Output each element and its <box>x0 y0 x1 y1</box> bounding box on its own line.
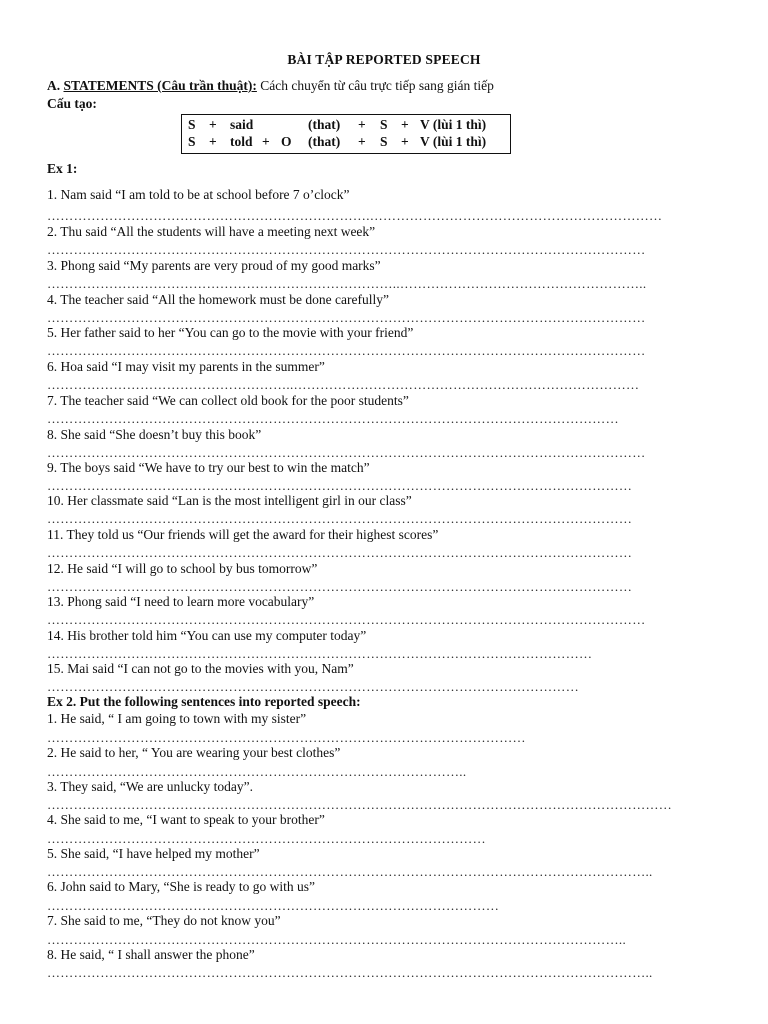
formula-token: (that) <box>308 134 341 149</box>
answer-line[interactable]: ……………………………………………………………………………………………………………………… <box>47 447 646 459</box>
formula-token: V (lùi 1 thì) <box>420 134 487 149</box>
answer-line[interactable]: ……………………………………………………………………………………………… <box>47 732 526 744</box>
answer-line[interactable]: ………………………………………………………………………………………… <box>47 900 500 912</box>
formula-token: + <box>401 117 409 132</box>
exercise-2-item: 8. He said, “ I shall answer the phone” <box>47 947 255 962</box>
answer-line[interactable]: ……………………………………………………………………………………………………………………… <box>47 312 646 324</box>
structure-label: Cấu tạo: <box>47 96 97 111</box>
formula-token: + <box>401 134 409 149</box>
exercise-1-item: 2. Thu said “All the students will have a meeting next week” <box>47 224 376 239</box>
answer-line[interactable]: ……………………………………………………………………………………………………………………….. <box>47 967 653 979</box>
answer-line[interactable]: ……………………………………………………………………………………………………………………… <box>47 345 646 357</box>
formula-token: + <box>358 117 366 132</box>
exercise-1-item: 15. Mai said “I can not go to the movies with you, Nam” <box>47 661 354 676</box>
answer-line[interactable]: ……………………………………………………………………………………… <box>47 833 486 845</box>
exercise-1-item: 10. Her classmate said “Lan is the most intelligent girl in our class” <box>47 493 412 508</box>
exercise-1-item: 1. Nam said “I am told to be at school before 7 o’clock” <box>47 187 350 202</box>
formula-token: told <box>230 134 253 149</box>
answer-line[interactable]: ……………………………………………………………………………………………………………………….. <box>47 866 653 878</box>
answer-line[interactable]: …………………………………………………………………………………………………………………… <box>47 513 633 525</box>
answer-line[interactable]: …………………………………………………………………………………………………………………… <box>47 480 633 492</box>
exercise-1-item: 4. The teacher said “All the homework must be done carefully” <box>47 292 390 307</box>
formula-token: + <box>209 117 217 132</box>
answer-line[interactable]: …………………………………………………………………………………………………………………………… <box>47 799 673 811</box>
exercise-2-heading: Ex 2. Put the following sentences into reported speech: <box>47 694 361 709</box>
formula-token: + <box>209 134 217 149</box>
exercise-1-item: 14. His brother told him “You can use my computer today” <box>47 628 367 643</box>
formula-box <box>181 114 511 154</box>
exercise-2-item: 3. They said, “We are unlucky today”. <box>47 779 253 794</box>
formula-token: S <box>188 117 196 132</box>
formula-token: S <box>380 134 388 149</box>
exercise-1-item: 5. Her father said to her “You can go to the movie with your friend” <box>47 325 414 340</box>
answer-line[interactable]: ………………………………………………..…………………………………………………………………… <box>47 379 640 391</box>
formula-token: O <box>281 134 292 149</box>
formula-token: + <box>358 134 366 149</box>
answer-line[interactable]: ………………………………………………………………………………………………………… <box>47 681 579 693</box>
formula-token: S <box>380 117 388 132</box>
formula-token: S <box>188 134 196 149</box>
section-letter: A. <box>47 78 61 93</box>
section-title: STATEMENTS (Câu trần thuật): <box>63 78 257 93</box>
exercise-2-item: 4. She said to me, “I want to speak to your brother” <box>47 812 325 827</box>
exercise-1-item: 11. They told us “Our friends will get the award for their highest scores” <box>47 527 439 542</box>
page-title: BÀI TẬP REPORTED SPEECH <box>287 52 481 67</box>
exercise-2-item: 1. He said, “ I am going to town with my sister” <box>47 711 307 726</box>
exercise-1-heading: Ex 1: <box>47 161 78 176</box>
formula-token: said <box>230 117 254 132</box>
exercise-1-item: 7. The teacher said “We can collect old book for the poor students” <box>47 393 409 408</box>
exercise-1-item: 9. The boys said “We have to try our best to win the match” <box>47 460 370 475</box>
answer-line[interactable]: ………………………………………………………………………………………………………………… <box>47 413 619 425</box>
section-a-heading <box>47 78 494 94</box>
answer-line[interactable]: …………………………………………………………………………………………………………………… <box>47 581 633 593</box>
exercise-2-item: 2. He said to her, “ You are wearing your best clothes” <box>47 745 341 760</box>
answer-line[interactable]: ……………………………………………………………………..……………………………………………….. <box>47 278 647 290</box>
exercise-2-item: 5. She said, “I have helped my mother” <box>47 846 260 861</box>
section-description: Cách chuyển từ câu trực tiếp sang gián tiếp <box>256 78 494 93</box>
answer-line[interactable]: …………………………………………………………………………………………………………………… <box>47 547 633 559</box>
exercise-2-item: 7. She said to me, “They do not know you” <box>47 913 281 928</box>
exercise-1-item: 8. She said “She doesn’t buy this book” <box>47 427 262 442</box>
answer-line[interactable]: ……………………………………………………………………………………………………………………… <box>47 244 646 256</box>
answer-line[interactable]: ……………………………………………………………….………………………………………………………… <box>47 210 663 222</box>
answer-line[interactable]: ………………………………………………………………………………….. <box>47 766 467 778</box>
formula-token: + <box>262 134 270 149</box>
formula-token: (that) <box>308 117 341 132</box>
exercise-1-item: 6. Hoa said “I may visit my parents in the summer” <box>47 359 325 374</box>
answer-line[interactable]: …………………………………………………………………………………………………………… <box>47 648 593 660</box>
exercise-1-item: 13. Phong said “I need to learn more vocabulary” <box>47 594 315 609</box>
answer-line[interactable]: ……………………………………………………………………………………………………………………… <box>47 614 646 626</box>
exercise-1-item: 3. Phong said “My parents are very proud of my good marks” <box>47 258 381 273</box>
exercise-2-item: 6. John said to Mary, “She is ready to go with us” <box>47 879 315 894</box>
exercise-1-item: 12. He said “I will go to school by bus tomorrow” <box>47 561 318 576</box>
answer-line[interactable]: ………………………………………………………………………………………………………………….. <box>47 934 626 946</box>
formula-token: V (lùi 1 thì) <box>420 117 487 132</box>
